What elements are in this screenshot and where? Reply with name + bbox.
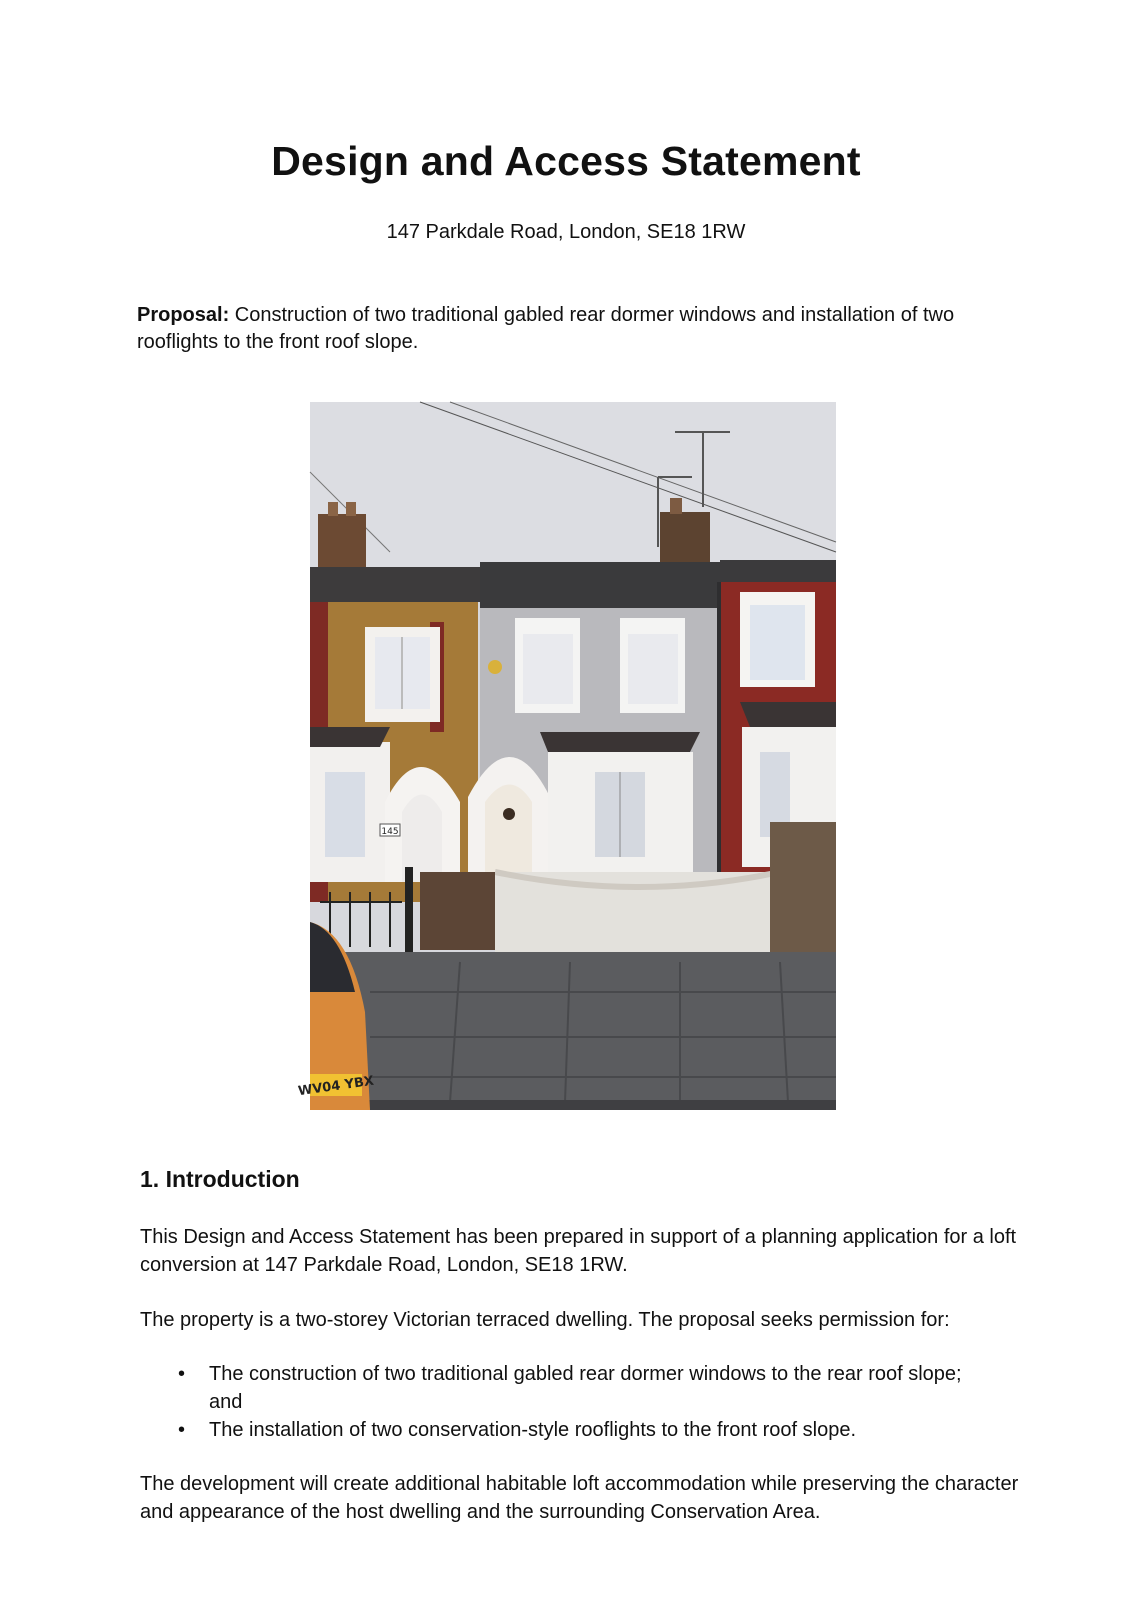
bullet-icon: • [178,1419,186,1441]
list-item [140,1360,1000,1416]
door-wreath-icon [503,808,515,820]
house-photo-drawing [297,402,836,1110]
list-item-text: The installation of two conservation-style rooflights to the front roof slope. [209,1419,857,1441]
proposal-statement [137,302,987,356]
section-heading-introduction: 1. Introduction [140,1166,300,1192]
proposal-text: Construction of two traditional gabled rear dormer windows and installation of two rooflights to the front roof slope. [137,304,955,353]
house-photo [297,402,836,1110]
proposal-bullet-list [140,1360,1000,1444]
proposal-label: Proposal: [137,304,230,326]
alarm-box-icon [488,660,502,674]
list-item [140,1416,1000,1444]
document-title: Design and Access Statement [271,138,861,184]
intro-paragraph-3: The development will create additional habitable loft accommodation while preserving the character and appearance of the host dwelling and the surrounding Conservation Area. [140,1473,1019,1523]
car-plate-text: WV04 YBX [297,1073,375,1100]
list-item-text: The construction of two traditional gabled rear dormer windows to the rear roof slope; and [209,1363,962,1413]
intro-paragraph-1: This Design and Access Statement has been prepared in support of a planning application for a loft conversion at 147 Parkdale Road, London, SE18 1RW. [140,1226,1017,1276]
bullet-icon: • [178,1363,186,1385]
intro-paragraph-2: The property is a two-storey Victorian terraced dwelling. The proposal seeks permission for: [140,1309,950,1331]
front-gate [420,872,495,950]
property-address: 147 Parkdale Road, London, SE18 1RW [386,221,746,243]
house-number-sign: 145 [381,827,399,837]
